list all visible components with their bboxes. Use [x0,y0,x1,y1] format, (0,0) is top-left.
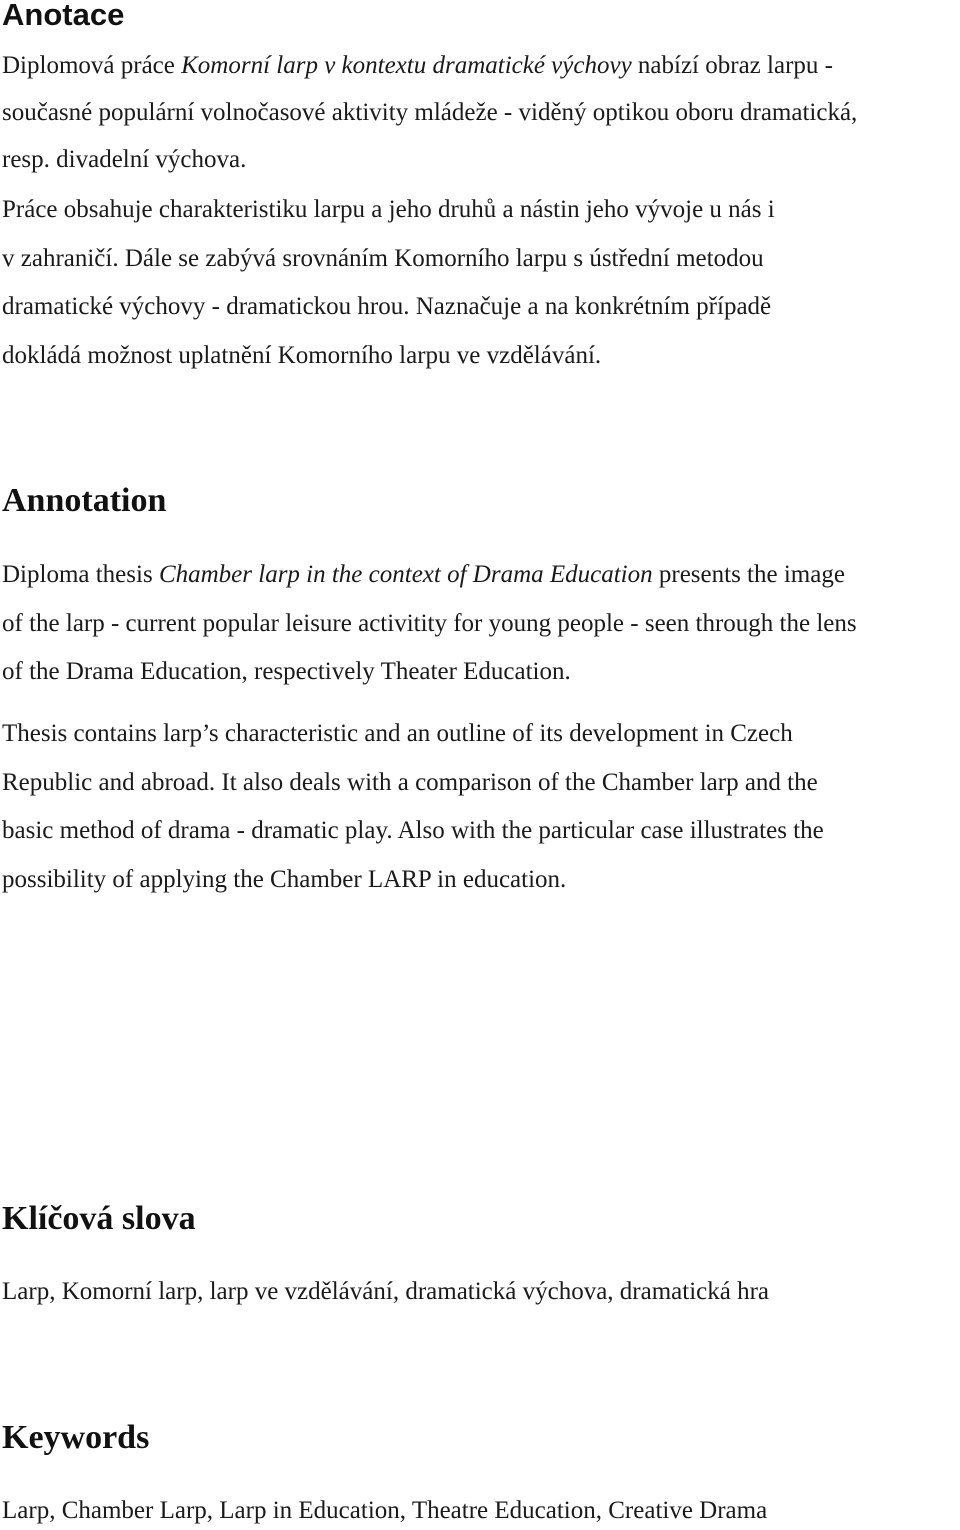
keywords-text: Larp, Chamber Larp, Larp in Education, Theatre Education, Creative Drama [2,1497,768,1524]
thesis-title-cz: Komorní larp v kontextu dramatické výchovy [181,52,632,79]
anotace-p1-line-3: resp. divadelní výchova. [2,146,247,173]
keywords-heading: Keywords [2,1419,150,1456]
annotation-p1-line-2: of the larp - current popular leisure activitity for young people - seen through the lens [2,609,857,637]
anotace-p1-line-1: Diplomová práce Komorní larp v kontextu dramatické výchovy nabízí obraz larpu - [2,52,833,79]
anotace-heading: Anotace [2,0,125,32]
klicova-slova-heading: Klíčová slova [2,1200,196,1237]
anotace-p2-line-1: Práce obsahuje charakteristiku larpu a jeho druhů a nástin jeho vývoje u nás i [2,196,775,223]
anotace-p2-line-4: dokládá možnost uplatnění Komorního larpu ve vzdělávání. [2,341,602,369]
annotation-paragraph-1 [2,551,857,697]
anotace-paragraph-1 [2,42,857,183]
annotation-paragraph-2 [2,710,824,904]
klicova-slova-text: Larp, Komorní larp, larp ve vzdělávání, dramatická výchova, dramatická hra [2,1278,770,1305]
anotace-p2-line-2: v zahraničí. Dále se zabývá srovnáním Komorního larpu s ústřední metodou [2,244,764,272]
annotation-p2-line-3: basic method of drama - dramatic play. Also with the particular case illustrates the [2,817,824,844]
annotation-p2-line-4: possibility of applying the Chamber LARP in education. [2,865,567,893]
anotace-paragraph-2 [2,186,775,380]
annotation-p1-line-3: of the Drama Education, respectively Theater Education. [2,658,571,685]
annotation-p2-line-1: Thesis contains larp’s characteristic and an outline of its development in Czech [2,720,793,747]
annotation-p2-line-2: Republic and abroad. It also deals with a comparison of the Chamber larp and the [2,768,818,796]
anotace-p2-line-3: dramatické výchovy - dramatickou hrou. Naznačuje a na konkrétním případě [2,293,772,320]
thesis-title-en: Chamber larp in the context of Drama Education [158,561,653,588]
annotation-p1-line-1: Diploma thesis Chamber larp in the context of Drama Education presents the image [2,561,845,588]
anotace-p1-line-2: současné populární volnočasové aktivity mládeže - viděný optikou oboru dramatická, [2,99,858,126]
annotation-heading: Annotation [2,482,167,519]
